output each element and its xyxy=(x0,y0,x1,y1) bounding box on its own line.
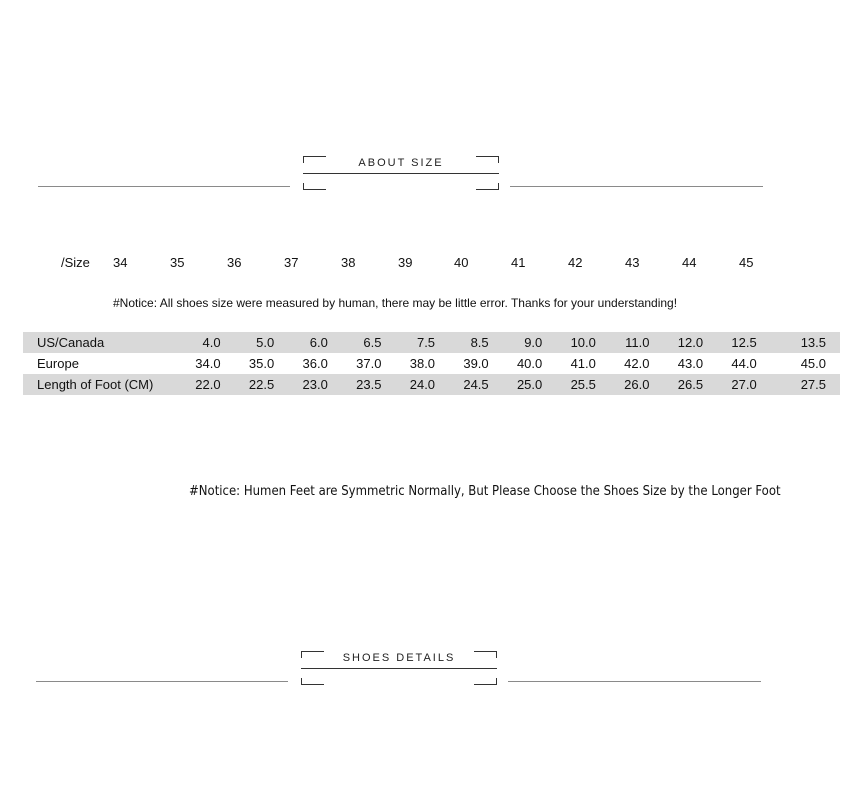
table-cell: 44.0 xyxy=(731,356,757,371)
size-value: 38 xyxy=(341,255,356,270)
section-header-shoes-details xyxy=(301,651,497,685)
table-cell: 38.0 xyxy=(409,356,436,371)
table-cell: 7.5 xyxy=(381,332,435,353)
table-cell: 43.0 xyxy=(677,356,704,371)
divider-left-details xyxy=(36,681,288,682)
table-cell: 27.5 xyxy=(757,374,840,395)
table-cell: 12.0 xyxy=(649,332,703,353)
table-cell: 34.0 xyxy=(195,356,221,371)
table-cell: 9.0 xyxy=(489,332,543,353)
table-cell: 27.0 xyxy=(703,374,757,395)
table-cell: 26.0 xyxy=(596,374,650,395)
section-header-about-size xyxy=(303,156,499,190)
size-value: 44 xyxy=(682,255,697,270)
table-cell: 35.0 xyxy=(248,356,275,371)
divider-right-details xyxy=(508,681,761,682)
table-row xyxy=(23,374,840,395)
row-label: US/Canada xyxy=(23,332,167,353)
size-value: 41 xyxy=(511,255,526,270)
table-cell: 40.0 xyxy=(516,356,543,371)
table-cell: 37.0 xyxy=(356,356,382,371)
size-row-label: /Size xyxy=(61,255,90,270)
table-cell: 10.0 xyxy=(542,332,596,353)
table-cell: 11.0 xyxy=(596,332,650,353)
table-row xyxy=(23,353,840,374)
notice-measurement: #Notice: All shoes size were measured by human, there may be little error. Thanks for your understanding! xyxy=(113,296,678,310)
size-value: 40 xyxy=(454,255,469,270)
section-title: SHOES DETAILS xyxy=(342,652,456,664)
table-cell: 24.5 xyxy=(435,374,489,395)
table-cell: 13.5 xyxy=(757,332,840,353)
size-value: 45 xyxy=(739,255,754,270)
table-cell: 8.5 xyxy=(435,332,489,353)
table-cell: 6.5 xyxy=(328,332,382,353)
table-cell: 5.0 xyxy=(221,332,275,353)
frame-corner xyxy=(474,678,497,685)
row-label: Length of Foot (CM) xyxy=(23,374,167,395)
table-cell: 26.5 xyxy=(649,374,703,395)
table-cell: 42.0 xyxy=(624,356,650,371)
table-cell: 25.5 xyxy=(542,374,596,395)
header-underline xyxy=(303,173,499,174)
table-cell: 22.0 xyxy=(167,374,221,395)
size-value: 37 xyxy=(284,255,299,270)
size-value: 34 xyxy=(113,255,128,270)
size-value: 39 xyxy=(398,255,413,270)
table-cell: 24.0 xyxy=(381,374,435,395)
table-row xyxy=(23,332,840,353)
header-underline xyxy=(301,668,497,669)
table-cell: 6.0 xyxy=(274,332,328,353)
table-cell: 25.0 xyxy=(489,374,543,395)
table-cell: 39.0 xyxy=(463,356,489,371)
size-value: 43 xyxy=(625,255,640,270)
row-label: Europe xyxy=(37,356,79,371)
table-cell: 23.0 xyxy=(274,374,328,395)
table-cell: 4.0 xyxy=(167,332,221,353)
table-cell: 45.0 xyxy=(800,356,826,371)
size-row xyxy=(0,255,863,271)
table-cell: 41.0 xyxy=(570,356,596,371)
size-conversion-table xyxy=(23,332,840,395)
frame-corner xyxy=(303,183,326,190)
table-cell: 23.5 xyxy=(328,374,382,395)
size-value: 42 xyxy=(568,255,583,270)
size-value: 36 xyxy=(227,255,242,270)
table-cell: 36.0 xyxy=(302,356,328,371)
notice-foot-symmetry: #Notice: Humen Feet are Symmetric Normally, But Please Choose the Shoes Size by the Longer Foot xyxy=(189,484,781,499)
divider-right-about xyxy=(510,186,763,187)
section-title: ABOUT SIZE xyxy=(358,157,444,169)
table-cell: 12.5 xyxy=(703,332,757,353)
frame-corner xyxy=(301,678,324,685)
frame-corner xyxy=(476,183,499,190)
size-value: 35 xyxy=(170,255,185,270)
divider-left-about xyxy=(38,186,290,187)
table-cell: 22.5 xyxy=(221,374,275,395)
